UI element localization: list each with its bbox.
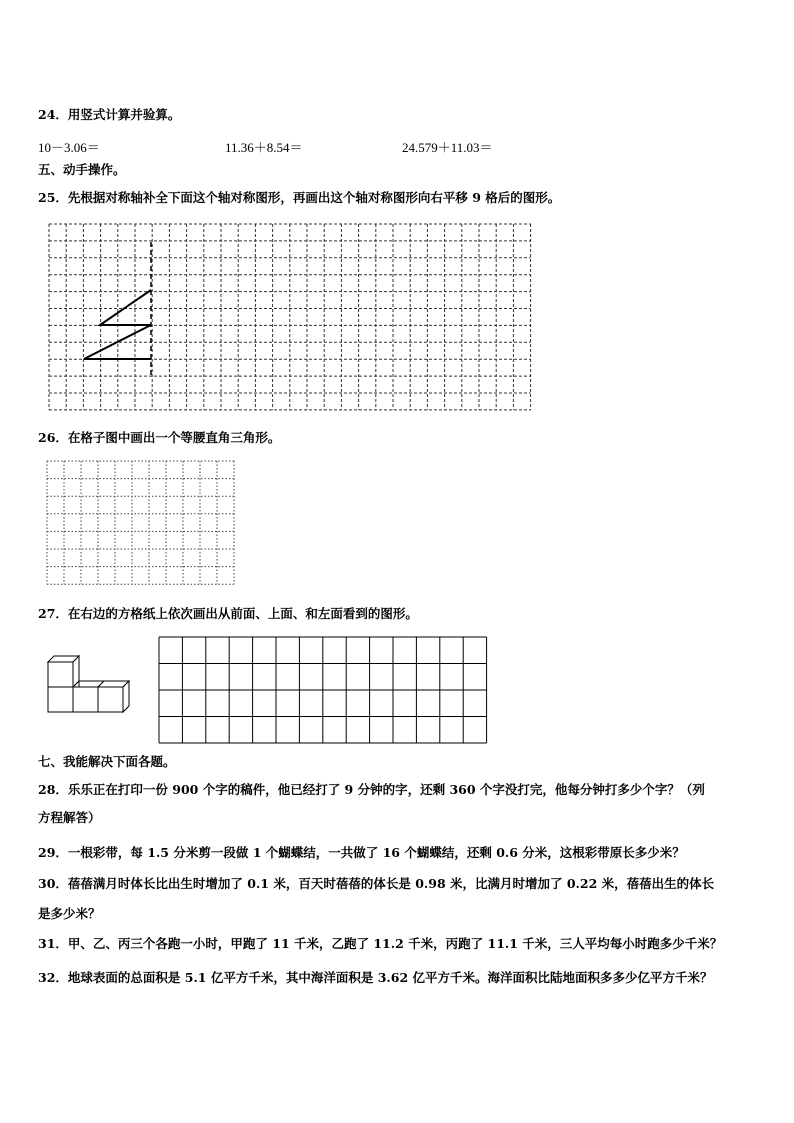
symmetry-grid [47,223,539,411]
question-31: 31．甲、乙、丙三个各跑一小时，甲跑了 11 千米，乙跑了 11.2 千米，丙跑了 11.1 千米，三人平均每小时跑多少千米？ [38,936,723,951]
section-7-heading: 七、我能解决下面各题。 [38,754,176,769]
square-grid [158,636,488,744]
calc-expression-2: 11.36＋8.54＝ [225,140,303,155]
question-30-line-2: 是多少米？ [38,906,101,921]
question-24: 24．用竖式计算并验算。 [38,107,181,122]
question-28-line-2: 方程解答） [38,810,101,825]
section-5-heading: 五、动手操作。 [38,162,126,177]
question-25: 25．先根据对称轴补全下面这个轴对称图形，再画出这个轴对称图形向右平移 9 格后的图形。 [38,190,561,205]
question-27: 27．在右边的方格纸上依次画出从前面、上面、和左面看到的图形。 [38,606,418,621]
question-32: 32．地球表面的总面积是 5.1 亿平方千米，其中海洋面积是 3.62 亿平方千米。海洋面积比陆地面积多多少亿平方千米？ [38,970,713,985]
question-28-line-1: 28．乐乐正在打印一份 900 个字的稿件，他已经打了 9 分钟的字，还剩 360 个字没打完，他每分钟打多少个字？（列 [38,782,705,797]
dot-grid [45,459,239,589]
cube-stack-figure [44,652,136,720]
calc-expression-1: 10－3.06＝ [38,140,100,155]
question-30-line-1: 30．蓓蓓满月时体长比出生时增加了 0.1 米，百天时蓓蓓的体长是 0.98 米，比满月时增加了 0.22 米，蓓蓓出生的体长 [38,876,715,891]
question-26: 26．在格子图中画出一个等腰直角三角形。 [38,430,281,445]
calc-expression-3: 24.579＋11.03＝ [402,140,493,155]
question-29: 29．一根彩带，每 1.5 分米剪一段做 1 个蝴蝶结，一共做了 16 个蝴蝶结，还剩 0.6 分米，这根彩带原长多少米？ [38,845,685,860]
